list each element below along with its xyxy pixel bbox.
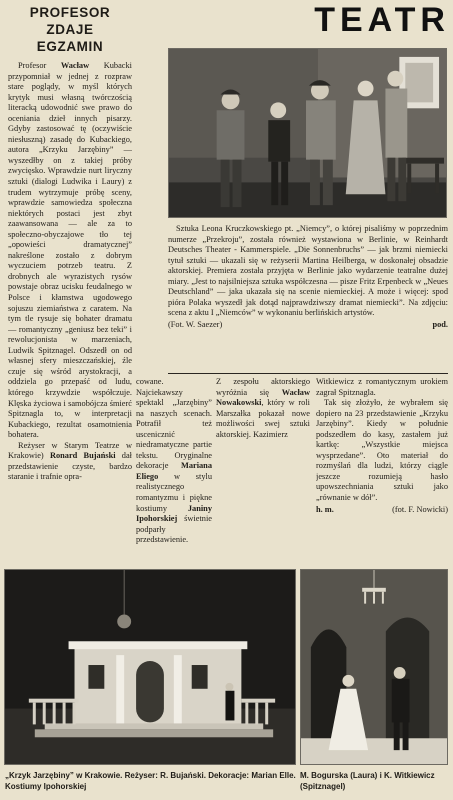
review-continuation-3 [316, 377, 448, 563]
review-p2-bold: Ronard Bujański [49, 451, 116, 461]
krakow-caption: „Krzyk Jarzębiny” w Krakowie. Reżyser: R. Bujański. Dekoracje: Marian Elle. Kostiumy Ipohorskiej [5, 771, 296, 791]
section-masthead: TEATR [314, 1, 450, 39]
review-photo-credit: (fot. F. Nowicki) [392, 504, 448, 514]
review-cont-text: cowane. Najciekawszy spektakl „Jarzębiny” na naszych scenach. Potrafił też uscenicznić niedramatyczne partie tekstu. Oryginalne dekoracje [136, 377, 212, 471]
review-p2-end: dał przedstawienie czyste, bardzo staranie i trafnie opra- [8, 451, 132, 482]
review-title-line2: EGZAMIN [36, 39, 104, 54]
review-cont3-text: Witkiewicz z romantycznym urokiem zagrał Spitznagla. [316, 377, 448, 397]
review-p1-start: Profesor [18, 61, 61, 70]
review-body [8, 61, 132, 483]
review-continuation-2 [216, 377, 310, 563]
review-p1-text: Kubacki przypomniał w jednej z rozpraw stare poglądy, w myśl których krytyk musi własną twórczością literacką udowodnić swe prawo do oceniania dzieł innych pisarzy. Gdyby zastosować tę (oczywiście niesłuszną) zasadę do Kubackiego, autora „Krzyku Jarzębiny” — wyszedłby on z takiej próby zwycięsko. Wprawdzie nurt liryczny sztuki (dialogi Ludwika i Laury) z trudem wytrzymuje próbę sceny, wprawdzie samowiedza społeczna niektórych postaci jest zbyt zaawansowana — ale za to społeczno-obyczajowe tło tej „opowieści dramatycznej” nakreślone zostało z dobrym wyczuciem potrzeb teatru. Z drobnych ale wyrazistych rysów powstaje obraz ucisku feudalnego w Polsce i kłamstwa ugodowego sojuszu ziemiaństwa z caratem. Na tym tle rysuje się bohater dramatu — romantyczny „geniusz bez teki” i rewolucjonista w marzeniach, Ludwik Spitznagel. Odszedł on od własnej sfery mieszczańskiej, źle czuje się wśród arystokracji, a oddziela go przepaść od ludu, którego krzywdzie współczuje. Klęska życiowa i samobójcza śmierć Spitznagla to, w interpretacji Kubackiego, rezultat osamotnienia bohatera. [8, 61, 132, 440]
review-p2-start: Reżyser w Starym Teatrze w Krakowie) [8, 440, 132, 461]
review-paragraph-1 [8, 61, 132, 441]
review-cont2-text: Z zespołu aktorskiego wyróżnia się [216, 377, 310, 397]
review-signature [316, 505, 448, 516]
actors-caption: M. Bogurska (Laura) i K. Witkiewicz (Spitznagel) [300, 771, 435, 791]
review-author-sign: h. m. [316, 504, 334, 514]
actors-photo [300, 569, 448, 765]
review-paragraph-2 [8, 441, 132, 483]
berlin-stage-photo [168, 48, 447, 218]
review-continuation-1 [136, 377, 212, 563]
berlin-caption [168, 224, 448, 369]
column-divider [168, 373, 448, 374]
review-title [8, 4, 132, 55]
review-cont3-text-2: Tak się złożyło, że wybrałem się dopiero na 23 przedstawienie „Krzyku Jarzębiny”. Kiedy w południe podszedłem do kasy, zastałem już kartkę: „Wszystkie miejsca wysprzedane”. Oto materiał do rozmyślań dla ludzi, którzy ciągle jeszcze rozumieją hasło upowszechniania sztuki jako „równanie w dół”. [316, 398, 448, 503]
review-p1-bold: Wacław [60, 61, 90, 70]
review-cont-text-2: w stylu realistycznego romantyzmu i piękne kostiumy [136, 471, 212, 513]
costume-designer-name: Janiny Ipohorskiej [136, 503, 212, 524]
review-title-line1: PROFESOR ZDAJE [29, 5, 111, 37]
actor-name: Wacław Nowakowski [216, 387, 310, 408]
berlin-caption-credits [168, 320, 448, 331]
berlin-caption-text: Sztuka Leona Kruczkowskiego pt. „Niemcy”, o której pisaliśmy w poprzednim numerze „Przekroju”, została również wystawiona w Berlinie, w Reinhardt Deutsches Theater - Kammerspiele. „Die Sonnenbruchs” — jak brzmi niemiecki tytuł sztuki — ukazali się w reżyserii Martina Heilberga, w doskonałej obsadzie aktorskiej. Premiera została przyjęta w Berlinie jako wydarzenie teatralne dużej miary. „Jest to najsilniejsza sztuka współczesna — pisze Fritz Erpenbeck w „Neues Deutschland” — jaka ukazała się na scenie niemieckiej. A może i więcej: spod pióra Polaka wyszedł jak dotąd najprawdziwszy dramat niemiecki”. Na zdjęciu: scena z aktu I „Niemców” w wykonaniu berlińskich artystów. [168, 224, 448, 318]
designer-name: Mariana Eliego [136, 461, 212, 481]
review-column [8, 4, 132, 562]
review-cont2-text-2: , który w roli Marszałka pokazał nowe możliwości swej sztuki aktorskiej. Kazimierz [216, 398, 310, 439]
review-cont-text-3: świetnie podparły przedstawienie. [136, 514, 212, 545]
berlin-photo-credit: (Fot. W. Saezer) [168, 319, 223, 329]
krakow-stage-photo [4, 569, 296, 765]
berlin-author-sign: pod. [432, 319, 448, 329]
